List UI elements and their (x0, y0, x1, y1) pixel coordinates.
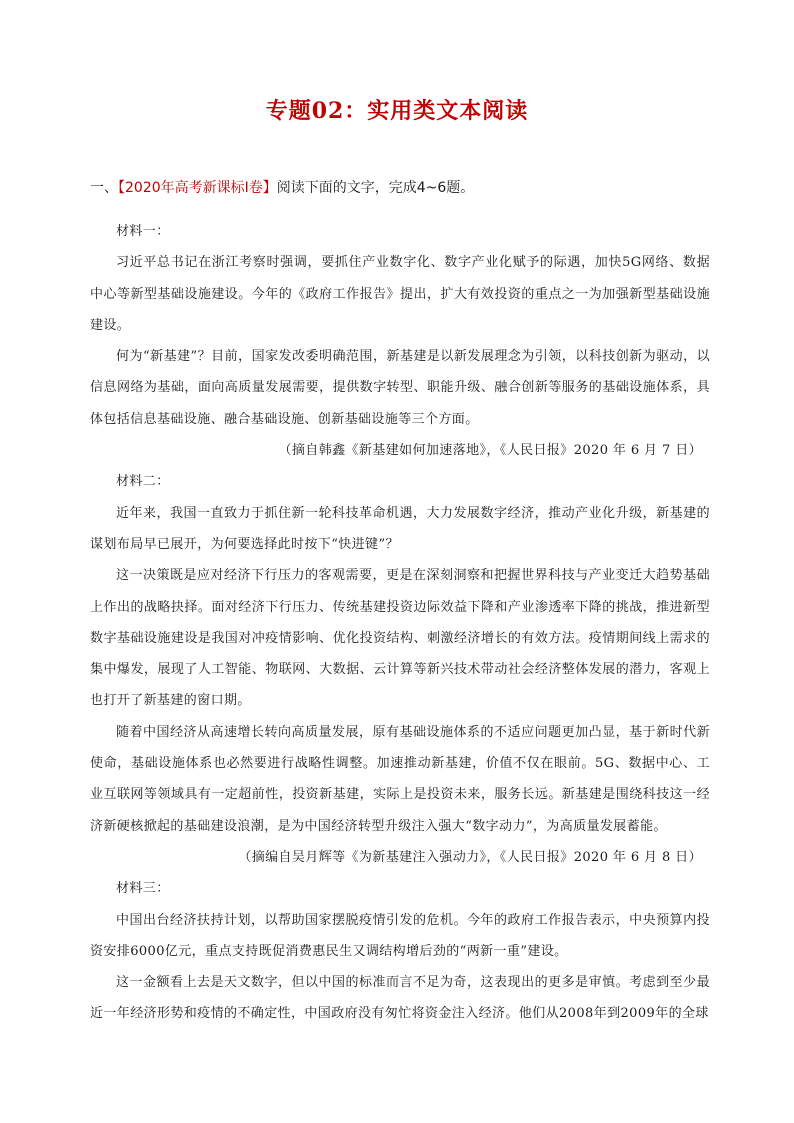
page-title: 专题02：实用类文本阅读 (265, 98, 529, 124)
paragraph: 随着中国经济从高速增长转向高质量发展，原有基础设施体系的不适应问题更加凸显，基于新时代新使命，基础设施体系也必然要进行战略性调整。加速推动新基建，价值不仅在眼前。5G、数据中心、工业互联网等领域具有一定超前性，投资新基建，实际上是投资未来，服务长远。新基建是围绕科技这一经济新硬核掀起的基础建设浪潮，是为中国经济转型升级注入强大“数字动力”，为高质量发展蓄能。 (90, 724, 710, 834)
source-citation: （摘编自吴月辉等《为新基建注入强动力》，《人民日报》2020 年 6 月 8 日） (238, 849, 702, 865)
paragraph: 习近平总书记在浙江考察时强调，要抓住产业数字化、数字产业化赋予的际遇，加快5G网络、数据中心等新型基础设施建设。今年的《政府工作报告》提出，扩大有效投资的重点之一为加强新型基础设施建设。 (90, 255, 710, 333)
section-instruction: 阅读下面的文字，完成4~6题。 (276, 180, 475, 196)
paragraph: 近年来，我国一直致力于抓住新一轮科技革命机遇，大力发展数字经济，推动产业化升级，新基建的谋划布局早已展开，为何要选择此时按下“快进键”？ (90, 505, 710, 552)
paragraph: 中国出台经济扶持计划，以帮助国家摆脱疫情引发的危机。今年的政府工作报告表示，中央预算内投资安排6000亿元，重点支持既促消费惠民生又调结构增后劲的“两新一重”建设。 (90, 912, 710, 959)
paragraph: 何为“新基建”？目前，国家发改委明确范围，新基建是以新发展理念为引领，以科技创新为驱动，以信息网络为基础，面向高质量发展需要，提供数字转型、职能升级、融合创新等服务的基础设施体系，具体包括信息基础设施、融合基础设施、创新基础设施等三个方面。 (90, 349, 710, 427)
material-label: 材料三： (116, 881, 170, 897)
paragraph: 这一决策既是应对经济下行压力的客观需要，更是在深刻洞察和把握世界科技与产业变迁大趋势基础上作出的战略抉择。面对经济下行压力、传统基建投资边际效益下降和产业渗透率下降的挑战，推进新型数字基础设施建设是我国对冲疫情影响、优化投资结构、刺激经济增长的有效方法。疫情期间线上需求的集中爆发，展现了人工智能、物联网、大数据、云计算等新兴技术带动社会经济整体发展的潜力，客观上也打开了新基建的窗口期。 (90, 568, 710, 709)
section-heading (90, 178, 710, 198)
paragraph: 这一金额看上去是天文数字，但以中国的标准而言不足为奇，这表现出的更多是审慎。考虑到至少最近一年经济形势和疫情的不确定性，中国政府没有匆忙将资金注入经济。他们从2008年到2009年的全球 (90, 975, 710, 1022)
exam-source-tag: 【2020年高考新课标Ⅰ卷】 (118, 180, 277, 196)
section-prefix: 一、 (90, 180, 118, 196)
material-label: 材料二： (116, 474, 170, 490)
source-citation: （摘自韩鑫《新基建如何加速落地》，《人民日报》2020 年 6 月 7 日） (278, 443, 702, 459)
material-label: 材料一： (116, 224, 170, 239)
article-body (90, 216, 710, 1030)
